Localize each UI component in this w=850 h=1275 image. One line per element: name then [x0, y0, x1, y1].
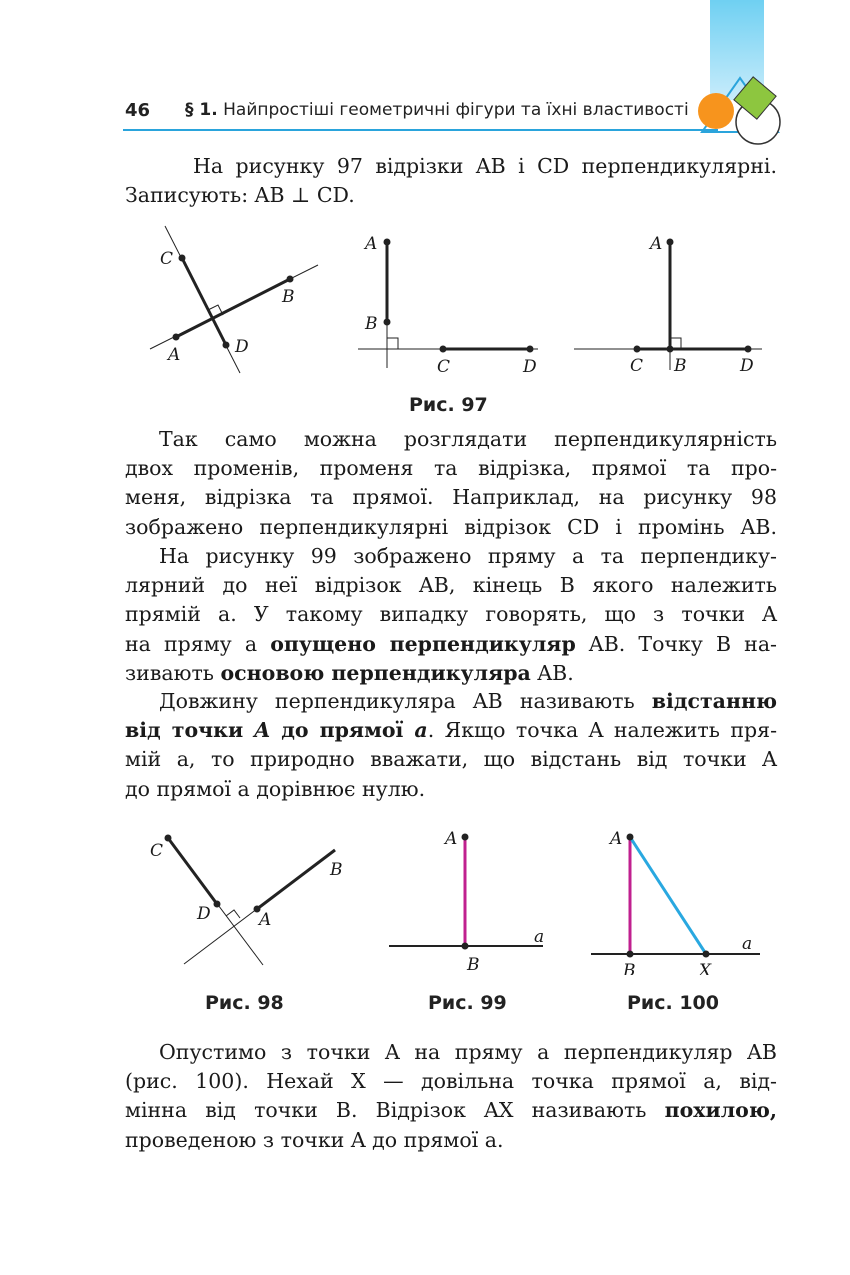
label-a: A: [365, 234, 378, 254]
label-c: C: [160, 249, 174, 269]
paragraph-4: [125, 687, 777, 804]
term-bold: a: [414, 718, 428, 743]
text-line: [125, 630, 777, 659]
label-d: D: [523, 357, 537, 377]
text-line: Опустимо з точки A на пряму a перпендикуляр AB: [159, 1040, 777, 1064]
label-c: C: [630, 356, 644, 376]
text-line: На рисунку 97 відрізки AB і CD перпендикулярні.: [193, 154, 777, 178]
text-line: Записують: AB ⊥ CD.: [125, 183, 355, 208]
text-line: лярний до неї відрізок AB, кінець B якого належить: [125, 573, 777, 598]
label-line-a: a: [742, 934, 753, 954]
text-line: прямій a. У такому випадку говорять, що з точки A: [125, 602, 777, 627]
term-bold: від точки: [125, 718, 255, 743]
text-line: до прямої a дорівнює нулю.: [125, 776, 426, 801]
paragraph-3: [125, 542, 777, 688]
figure-caption: Рис. 100: [627, 992, 719, 1014]
label-b: B: [467, 955, 480, 975]
label-b: B: [674, 356, 687, 376]
label-c: C: [437, 357, 451, 377]
figure-100: [588, 825, 768, 975]
text-line: [125, 1096, 777, 1125]
header-shapes-icon: [690, 70, 790, 145]
text-line: зображено перпендикулярні відрізок CD і промінь AB.: [125, 514, 777, 539]
term-bold: відстанню: [651, 689, 777, 713]
term-bold: основою перпендикуляра: [220, 660, 531, 685]
label-d: D: [235, 337, 249, 357]
text-run: зивають: [125, 660, 221, 685]
text-run: на пряму a: [125, 631, 271, 656]
text-line: мій a, то природно вважати, що відстань від точки A: [125, 747, 777, 772]
figure-98: [140, 825, 350, 975]
figure-caption: Рис. 99: [428, 992, 507, 1014]
paragraph-1: [125, 152, 777, 210]
label-x: X: [699, 961, 712, 975]
label-line-a: a: [534, 927, 545, 947]
text-run: AB.: [530, 660, 574, 685]
paragraph-5: [125, 1038, 777, 1155]
section-title: Найпростіші геометричні фігури та їхні властивості: [223, 100, 689, 120]
term-bold: похилою,: [664, 1098, 777, 1123]
text-line: проведеною з точки A до прямої a.: [125, 1127, 504, 1152]
label-a: A: [650, 234, 663, 254]
label-d: D: [740, 356, 754, 376]
figure-99: [385, 825, 550, 975]
figure-97: [140, 218, 780, 383]
text-line: двох променів, променя та відрізка, прямої та про-: [125, 456, 777, 481]
text-line: [125, 716, 777, 745]
text-run: AB. Точку B на-: [575, 631, 777, 656]
label-b: B: [365, 314, 378, 334]
label-b: B: [623, 961, 636, 975]
text-line: [125, 659, 777, 688]
page-header: [0, 0, 850, 150]
page-number: 46: [125, 100, 151, 121]
section-mark: § 1.: [185, 100, 218, 120]
text-line: Так само можна розглядати перпендикулярність: [159, 427, 777, 451]
text-run: мінна від точки B. Відрізок AX називають: [125, 1098, 665, 1123]
term-bold: A: [254, 718, 271, 743]
label-d: D: [197, 904, 211, 924]
label-c: C: [150, 841, 164, 861]
label-a: A: [610, 829, 623, 849]
label-b: B: [282, 287, 295, 307]
label-a: A: [168, 345, 181, 365]
figure-caption: Рис. 97: [409, 394, 488, 416]
text-line: [125, 687, 777, 716]
text-line: На рисунку 99 зображено пряму a та перпендику-: [159, 544, 777, 568]
term-bold: до прямої: [270, 718, 415, 743]
label-b: B: [330, 860, 343, 880]
figure-caption: Рис. 98: [205, 992, 284, 1014]
term-bold: опущено перпендикуляр: [270, 631, 576, 656]
paragraph-2: [125, 425, 777, 542]
label-a: A: [445, 829, 458, 849]
label-a: A: [259, 910, 272, 930]
header-rule: [123, 129, 718, 131]
text-run: Довжину перпендикуляра AB називають: [159, 689, 652, 713]
text-line: меня, відрізка та прямої. Наприклад, на рисунку 98: [125, 485, 777, 510]
text-line: (рис. 100). Нехай X — довільна точка прямої a, від-: [125, 1069, 777, 1094]
text-run: . Якщо точка A належить пря-: [427, 718, 778, 743]
running-title: [185, 100, 689, 120]
